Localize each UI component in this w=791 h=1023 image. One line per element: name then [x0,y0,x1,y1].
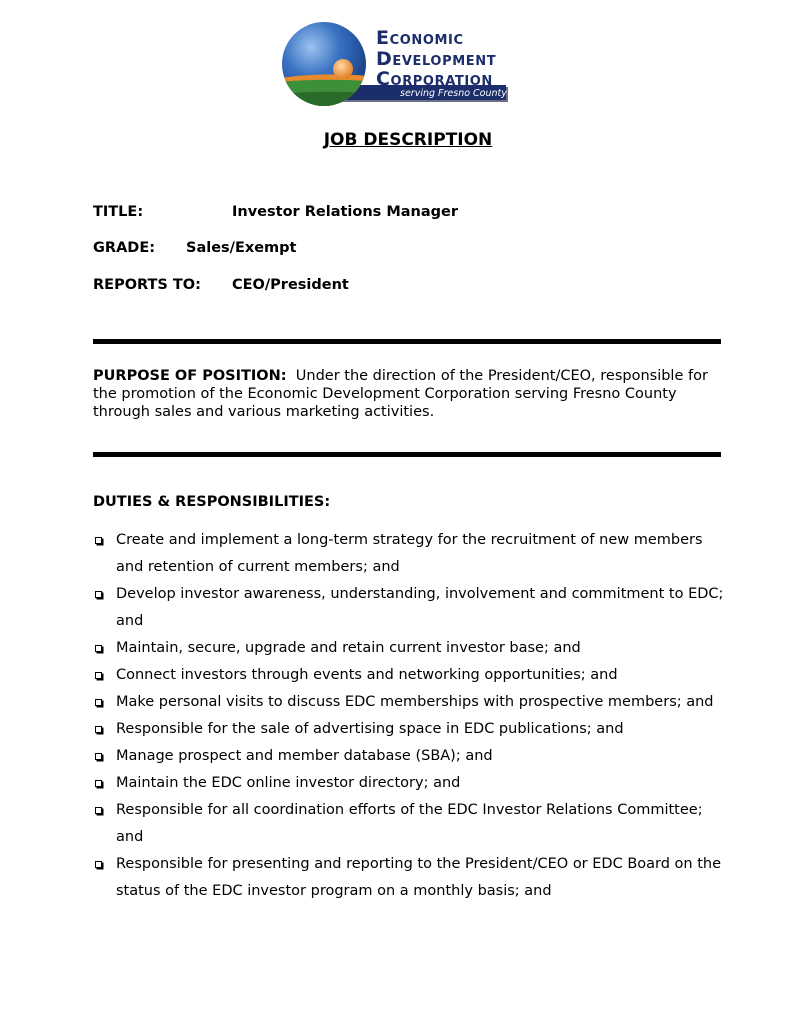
duty-text: Connect investors through events and networking opportunities; and [116,667,618,683]
checkbox-bullet-icon [95,672,102,679]
duty-text: Create and implement a long-term strategy for the recruitment of new members and retention of current members; and [116,532,703,575]
list-item [93,797,733,851]
purpose-label: PURPOSE OF POSITION: [93,368,287,384]
list-item [93,689,733,716]
duty-text: Responsible for the sale of advertising space in EDC publications; and [116,721,624,737]
grade-value: Sales/Exempt [186,240,297,256]
duty-text: Responsible for presenting and reporting to the President/CEO or EDC Board on the status of the EDC investor program on a monthly basis; and [116,856,722,899]
checkbox-bullet-icon [95,807,102,814]
checkbox-bullet-icon [95,537,102,544]
logo-word-development: DEVELOPMENT [376,48,497,70]
duties-list [93,527,733,905]
document-title: JOB DESCRIPTION [323,130,493,150]
list-item [93,635,733,662]
logo-word-corporation: CORPORATION [376,68,493,90]
list-item [93,851,733,905]
logo-tagline: serving Fresno County [400,88,507,99]
checkbox-bullet-icon [95,780,102,787]
grade-label: GRADE: [93,240,156,256]
purpose-text: Under the direction of the President/CEO, responsible for the promotion of the Economic Development Corporation serving Fresno County through sales and various marketing activities. [93,368,708,420]
checkbox-bullet-icon [95,861,102,868]
duty-text: Maintain the EDC online investor directory; and [116,775,461,791]
duty-text: Maintain, secure, upgrade and retain current investor base; and [116,640,581,656]
title-label: TITLE: [93,204,144,220]
list-item [93,527,733,581]
list-item [93,743,733,770]
duty-text: Responsible for all coordination efforts of the EDC Investor Relations Committee; and [116,802,703,845]
title-value: Investor Relations Manager [232,204,459,220]
edc-logo [280,20,512,108]
checkbox-bullet-icon [95,753,102,760]
list-item [93,770,733,797]
list-item [93,662,733,689]
duty-text: Make personal visits to discuss EDC memberships with prospective members; and [116,694,714,710]
checkbox-bullet-icon [95,699,102,706]
reports-to-value: CEO/President [232,277,349,293]
checkbox-bullet-icon [95,645,102,652]
duties-heading: DUTIES & RESPONSIBILITIES: [93,494,331,510]
list-item [93,581,733,635]
logo-word-economic: ECONOMIC [376,27,464,49]
duty-text: Develop investor awareness, understanding, involvement and commitment to EDC; and [116,586,724,629]
divider-top [93,339,721,344]
reports-to-label: REPORTS TO: [93,277,201,293]
purpose-of-position [93,367,723,421]
checkbox-bullet-icon [95,591,102,598]
divider-bottom [93,452,721,457]
list-item [93,716,733,743]
duty-text: Manage prospect and member database (SBA); and [116,748,493,764]
checkbox-bullet-icon [95,726,102,733]
